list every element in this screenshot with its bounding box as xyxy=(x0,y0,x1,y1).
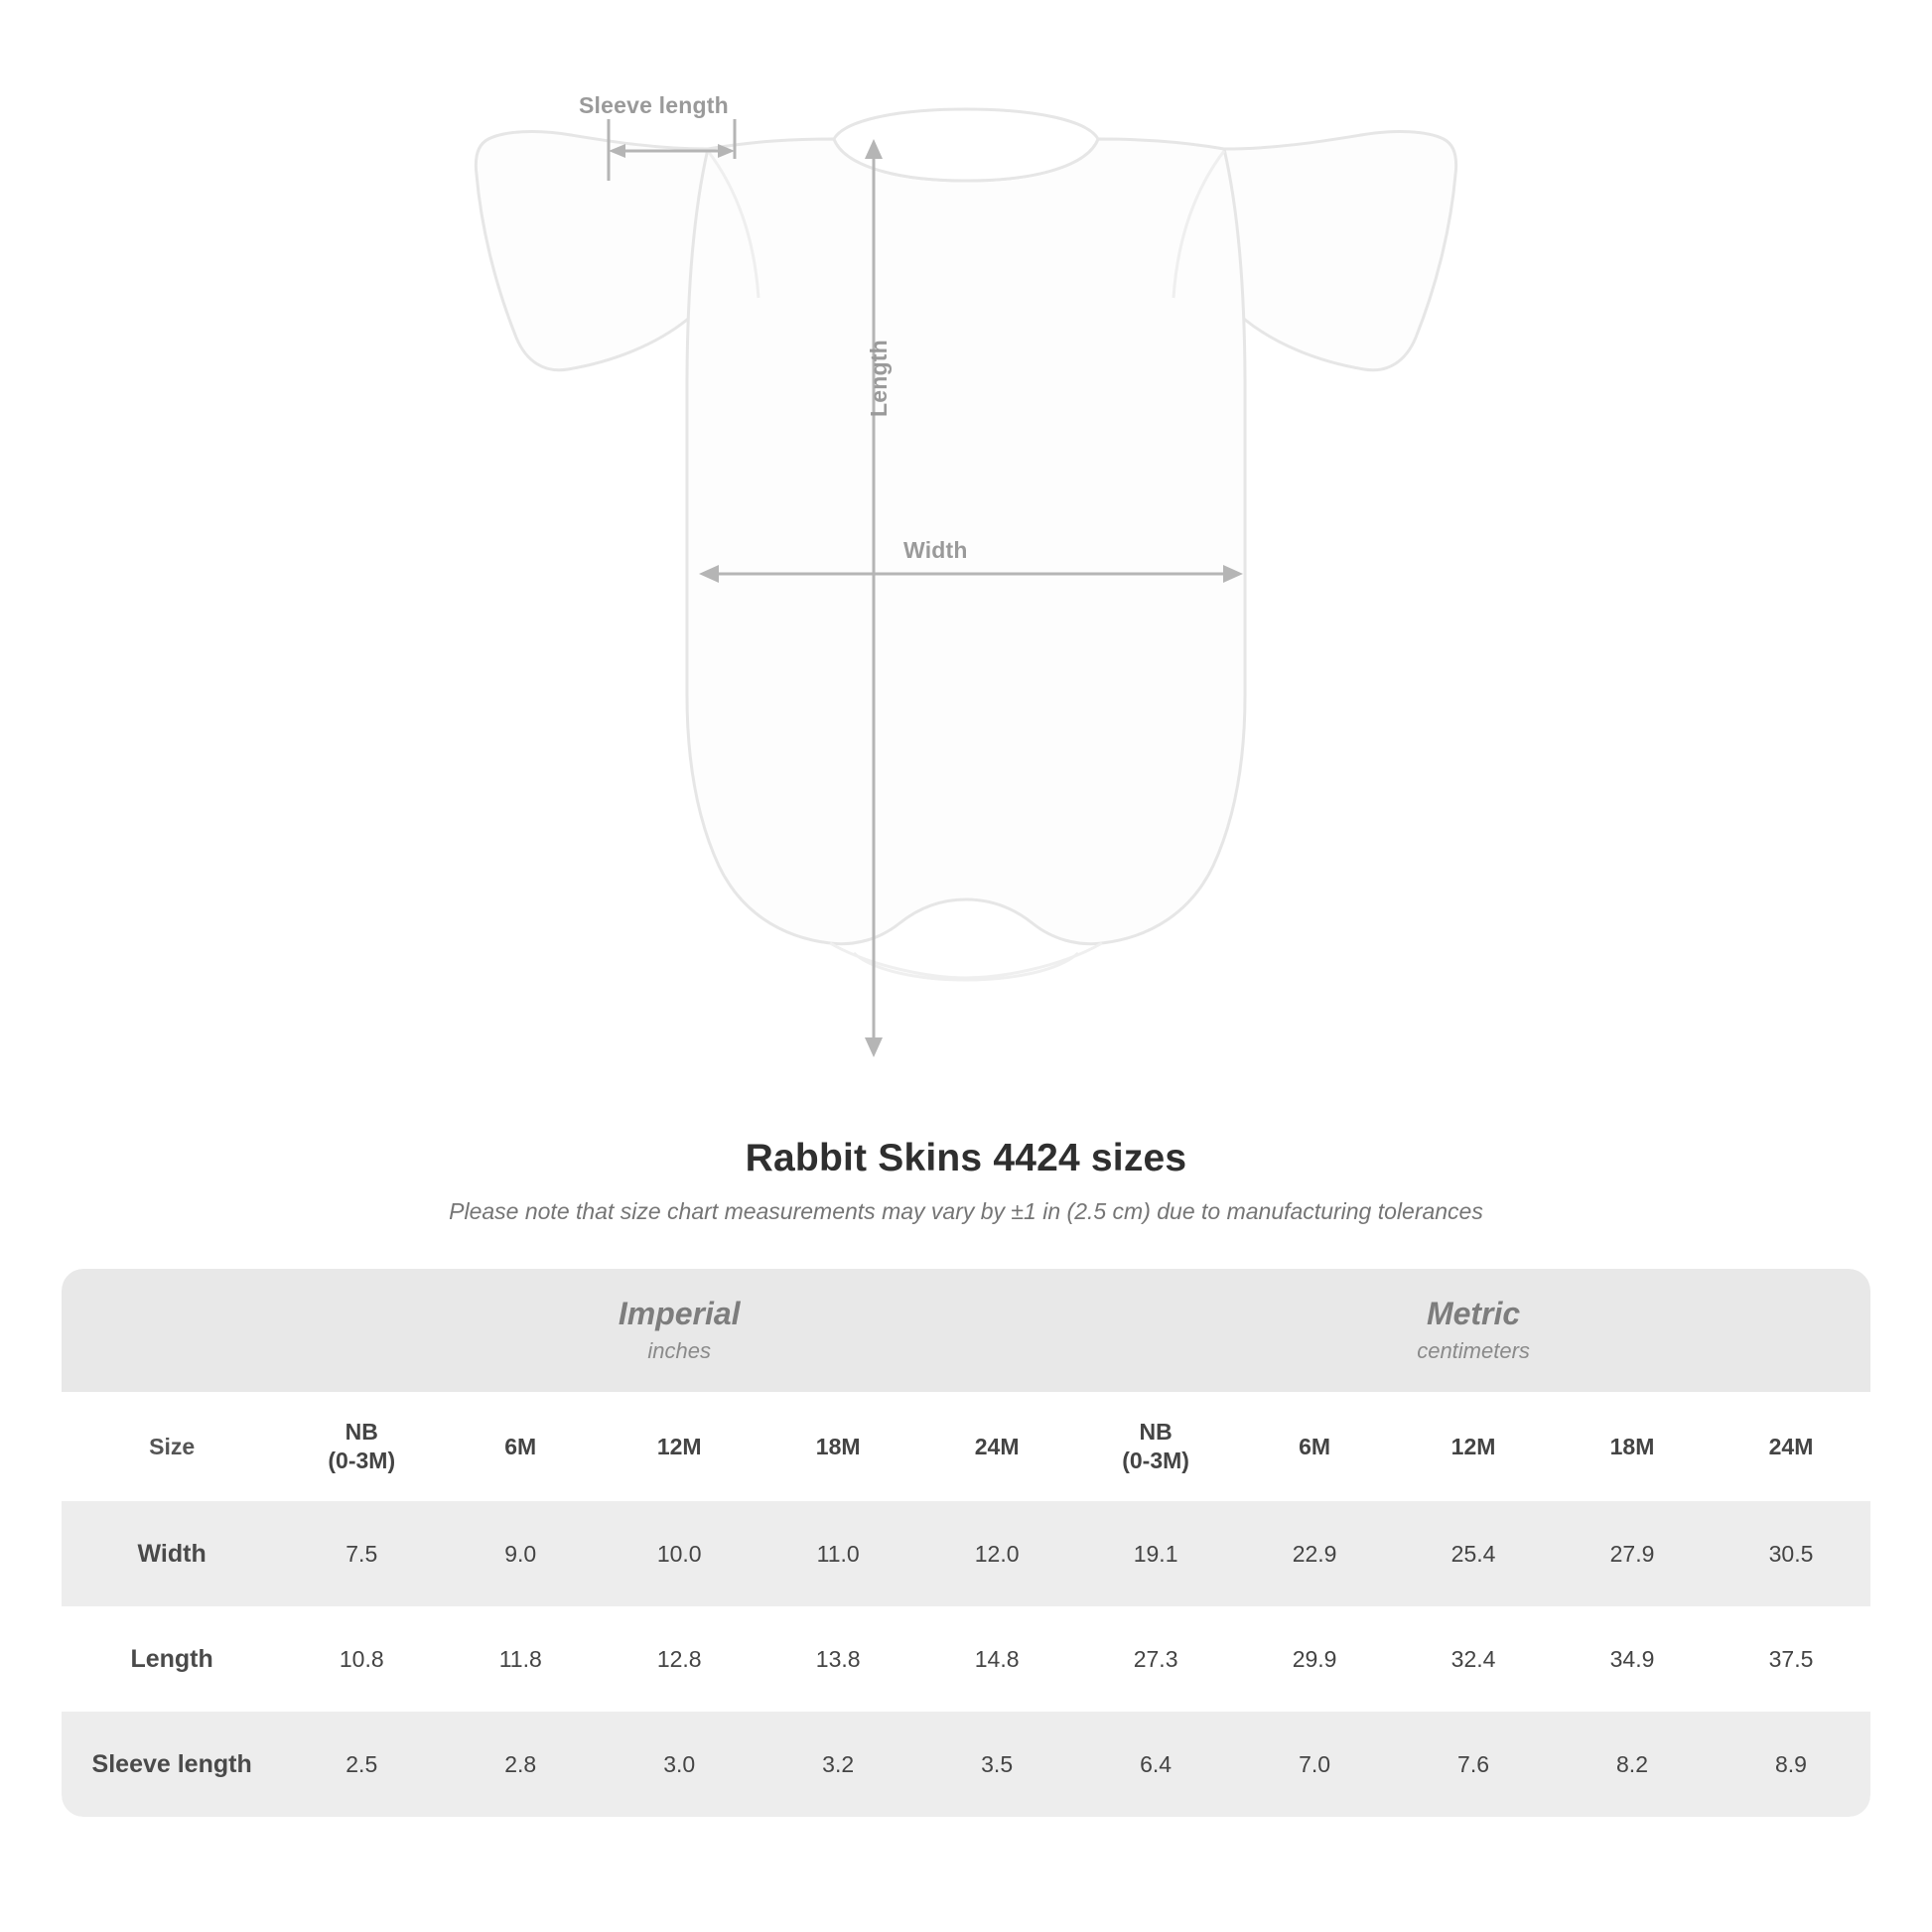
cell-sleeve-metric-12m: 7.6 xyxy=(1394,1712,1553,1817)
col-header-metric-nb-sub: (0-3M) xyxy=(1122,1448,1189,1473)
col-header-imperial-12m: 12M xyxy=(600,1392,759,1501)
table-row xyxy=(62,1606,1870,1712)
cell-width-metric-12m: 25.4 xyxy=(1394,1501,1553,1606)
col-header-imperial-nb xyxy=(282,1392,441,1501)
cell-width-metric-18m: 27.9 xyxy=(1553,1501,1712,1606)
tolerance-note: Please note that size chart measurements may vary by ±1 in (2.5 cm) due to manufacturing tolerances xyxy=(449,1198,1483,1224)
cell-width-imperial-6m: 9.0 xyxy=(441,1501,600,1606)
unit-imperial-cell xyxy=(282,1269,1076,1392)
cell-length-imperial-18m: 13.8 xyxy=(759,1606,917,1712)
cell-sleeve-imperial-12m: 3.0 xyxy=(600,1712,759,1817)
cell-width-metric-nb: 19.1 xyxy=(1076,1501,1235,1606)
table-row xyxy=(62,1712,1870,1817)
cell-sleeve-imperial-18m: 3.2 xyxy=(759,1712,917,1817)
unit-imperial-name: Imperial xyxy=(618,1296,741,1332)
col-header-metric-nb-main: NB xyxy=(1139,1419,1173,1446)
cell-width-metric-6m: 22.9 xyxy=(1235,1501,1394,1606)
cell-width-metric-24m: 30.5 xyxy=(1712,1501,1870,1606)
cell-sleeve-metric-6m: 7.0 xyxy=(1235,1712,1394,1817)
col-header-metric-12m: 12M xyxy=(1394,1392,1553,1501)
col-header-metric-18m: 18M xyxy=(1553,1392,1712,1501)
row-label-width: Width xyxy=(62,1501,282,1606)
size-header-label: Size xyxy=(62,1392,282,1501)
cell-length-imperial-6m: 11.8 xyxy=(441,1606,600,1712)
cell-width-imperial-12m: 10.0 xyxy=(600,1501,759,1606)
unit-metric-sub: centimeters xyxy=(1417,1337,1530,1363)
cell-length-metric-nb: 27.3 xyxy=(1076,1606,1235,1712)
cell-sleeve-metric-nb: 6.4 xyxy=(1076,1712,1235,1817)
cell-sleeve-metric-24m: 8.9 xyxy=(1712,1712,1870,1817)
cell-length-metric-18m: 34.9 xyxy=(1553,1606,1712,1712)
col-header-imperial-nb-main: NB xyxy=(345,1419,378,1446)
cell-width-imperial-24m: 12.0 xyxy=(917,1501,1076,1606)
cell-sleeve-metric-18m: 8.2 xyxy=(1553,1712,1712,1817)
page-title: Rabbit Skins 4424 sizes xyxy=(745,1137,1187,1179)
cell-length-metric-6m: 29.9 xyxy=(1235,1606,1394,1712)
unit-metric-name: Metric xyxy=(1426,1296,1521,1332)
unit-metric-cell xyxy=(1076,1269,1870,1392)
width-label: Width xyxy=(903,537,968,563)
cell-sleeve-imperial-6m: 2.8 xyxy=(441,1712,600,1817)
cell-sleeve-imperial-24m: 3.5 xyxy=(917,1712,1076,1817)
cell-length-metric-24m: 37.5 xyxy=(1712,1606,1870,1712)
row-label-sleeve-length: Sleeve length xyxy=(62,1712,282,1817)
col-header-imperial-18m: 18M xyxy=(759,1392,917,1501)
cell-length-metric-12m: 32.4 xyxy=(1394,1606,1553,1712)
col-header-imperial-nb-sub: (0-3M) xyxy=(328,1448,396,1473)
length-label: Length xyxy=(866,340,892,417)
cell-sleeve-imperial-nb: 2.5 xyxy=(282,1712,441,1817)
col-header-metric-24m: 24M xyxy=(1712,1392,1870,1501)
size-header-row xyxy=(62,1392,1870,1501)
unit-corner-cell xyxy=(62,1269,282,1392)
sleeve-length-label: Sleeve length xyxy=(579,92,729,118)
col-header-imperial-6m: 6M xyxy=(441,1392,600,1501)
cell-length-imperial-12m: 12.8 xyxy=(600,1606,759,1712)
size-chart-table-wrap xyxy=(62,1269,1870,1817)
size-chart-table xyxy=(62,1269,1870,1817)
row-label-length: Length xyxy=(62,1606,282,1712)
unit-imperial-sub: inches xyxy=(647,1337,711,1363)
cell-length-imperial-nb: 10.8 xyxy=(282,1606,441,1712)
col-header-metric-6m: 6M xyxy=(1235,1392,1394,1501)
cell-length-imperial-24m: 14.8 xyxy=(917,1606,1076,1712)
cell-width-imperial-18m: 11.0 xyxy=(759,1501,917,1606)
col-header-metric-nb xyxy=(1076,1392,1235,1501)
table-row xyxy=(62,1501,1870,1606)
cell-width-imperial-nb: 7.5 xyxy=(282,1501,441,1606)
unit-header-row xyxy=(62,1269,1870,1392)
title-block xyxy=(0,1137,1932,1225)
col-header-imperial-24m: 24M xyxy=(917,1392,1076,1501)
